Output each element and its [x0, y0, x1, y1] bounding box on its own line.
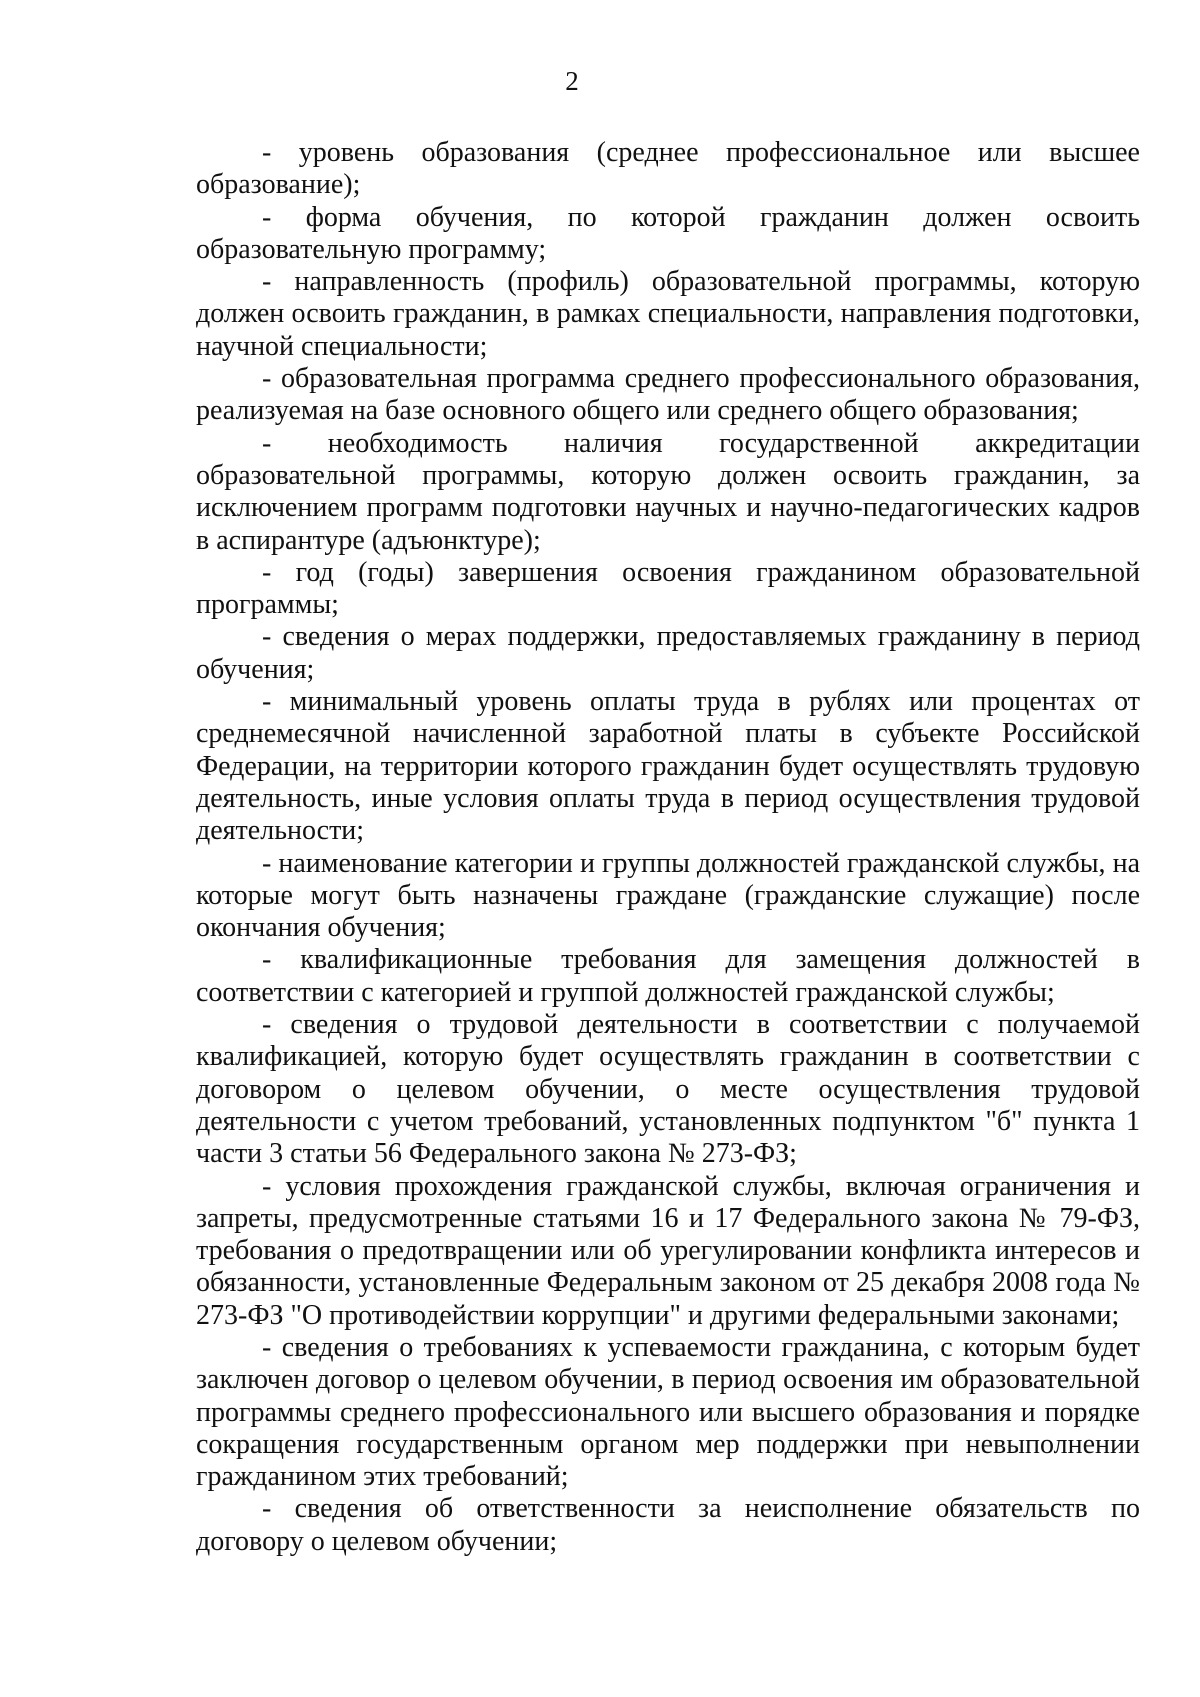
- page-number: 2: [565, 66, 579, 96]
- list-item: - условия прохождения гражданской службы, включая ограничения и запреты, предусмотренные статьями 16 и 17 Федерального закона № 79-ФЗ, требования о предотвращении или об урегулировании конфликта интересов и обязанности, установленные Федеральным законом от 25 декабря 2008 года № 273-ФЗ "О противодействии коррупции" и другими федеральными законами;: [196, 1170, 1140, 1331]
- list-item: - образовательная программа среднего профессионального образования, реализуемая на базе основного общего или среднего общего образования;: [196, 363, 1140, 427]
- list-item: - год (годы) завершения освоения гражданином образовательной программы;: [196, 556, 1140, 621]
- list-item: - наименование категории и группы должностей гражданской службы, на которые могут быть назначены граждане (гражданские служащие) после окончания обучения;: [196, 847, 1140, 944]
- list-item: - направленность (профиль) образовательной программы, которую должен освоить гражданин, в рамках специальности, направления подготовки, научной специальности;: [196, 266, 1140, 362]
- list-item: - сведения о мерах поддержки, предоставляемых гражданину в период обучения;: [196, 621, 1140, 685]
- list-item: - необходимость наличия государственной аккредитации образовательной программы, которую должен освоить гражданин, за исключением программ подготовки научных и научно-педагогических кадров в аспирантуре (адъюнктуре);: [196, 427, 1140, 556]
- list-item: - квалификационные требования для замещения должностей в соответствии с категорией и группой должностей гражданской службы;: [196, 944, 1140, 1008]
- list-item: - минимальный уровень оплаты труда в рублях или процентах от среднемесячной начисленной заработной платы в субъекте Российской Федерации, на территории которого гражданин будет осуществлять трудовую деятельность, иные условия оплаты труда в период осуществления трудовой деятельности;: [196, 686, 1140, 847]
- document-body: [196, 137, 1140, 1558]
- list-item: - сведения о трудовой деятельности в соответствии с получаемой квалификацией, которую будет осуществлять гражданин в соответствии с договором о целевом обучении, о месте осуществления трудовой деятельности с учетом требований, установленных подпунктом "б" пункта 1 части 3 статьи 56 Федерального закона № 273-ФЗ;: [196, 1009, 1140, 1170]
- list-item: - уровень образования (среднее профессиональное или высшее образование);: [196, 137, 1140, 201]
- list-item: - сведения о требованиях к успеваемости гражданина, с которым будет заключен договор о целевом обучении, в период освоения им образовательной программы среднего профессионального или высшего образования и порядке сокращения государственным органом мер поддержки при невыполнении гражданином этих требований;: [196, 1331, 1140, 1493]
- list-item: - сведения об ответственности за неисполнение обязательств по договору о целевом обучении;: [196, 1493, 1140, 1557]
- list-item: - форма обучения, по которой гражданин должен освоить образовательную программу;: [196, 201, 1140, 265]
